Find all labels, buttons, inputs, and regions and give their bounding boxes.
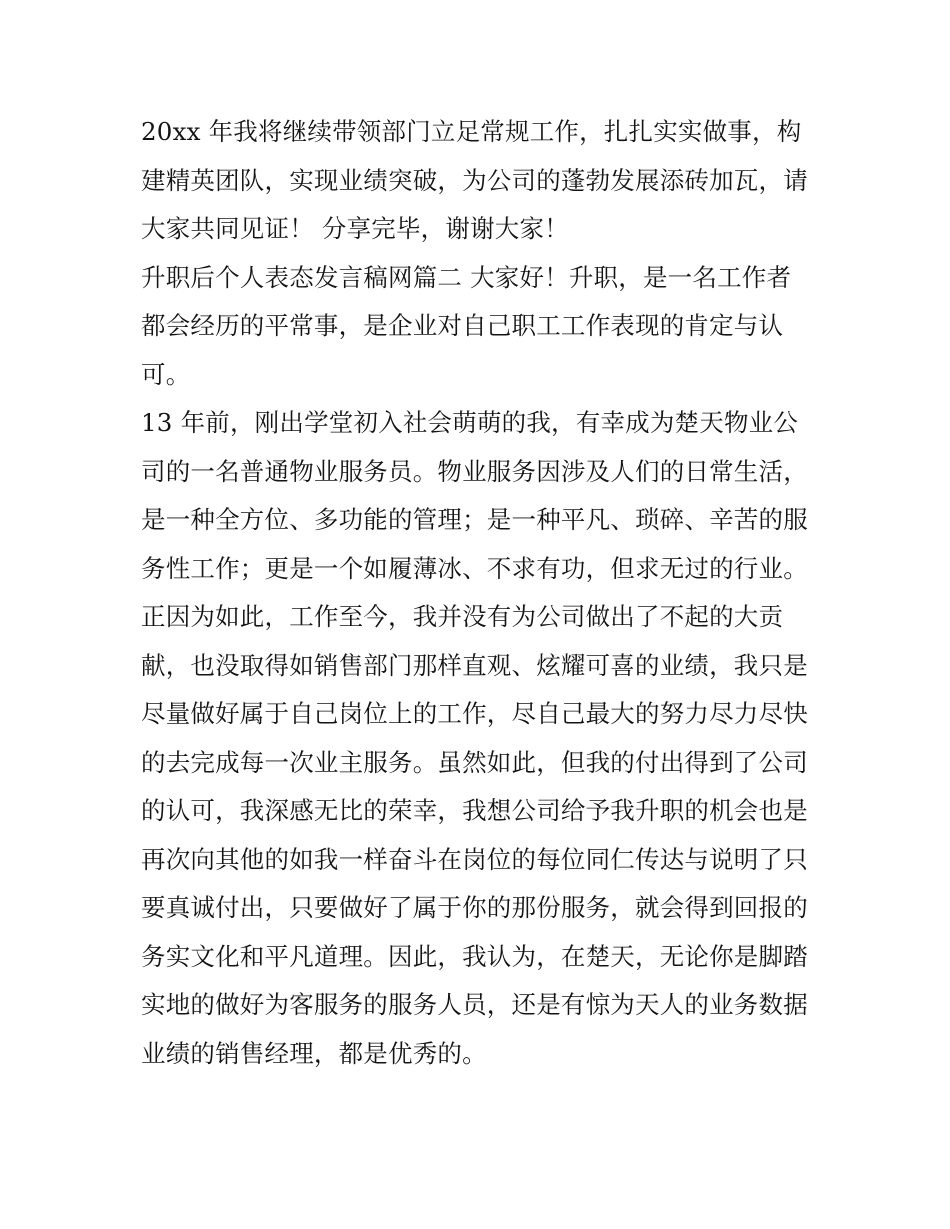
text-line: 20xx 年我将继续带领部门立足常规工作，扎扎实实做事，构: [141, 117, 802, 146]
text-line: 13 年前，刚出学堂初入社会萌萌的我，有幸成为楚天物业公: [141, 408, 799, 437]
text-line: 建精英团队，实现业绩突破，为公司的蓬勃发展添砖加瓦，请: [141, 165, 808, 195]
text-line: 实地的做好为客服务的服务人员，还是有惊为天人的业务数据: [141, 990, 808, 1019]
text-line: 司的一名普通物业服务员。物业服务因涉及人们的日常生活，: [141, 456, 808, 486]
text-line: 可。: [141, 359, 191, 389]
text-line: 是一种全方位、多功能的管理；是一种平凡、琐碎、辛苦的服: [141, 505, 808, 534]
text-line: 的去完成每一次业主服务。虽然如此，但我的付出得到了公司: [141, 747, 808, 777]
text-line: 务实文化和平凡道理。因此，我认为，在楚天，无论你是脚踏: [141, 941, 808, 971]
text-line: 正因为如此，工作至今，我并没有为公司做出了不起的大贡: [141, 602, 784, 631]
text-line: 大家共同见证！ 分享完毕，谢谢大家！: [141, 214, 569, 243]
text-line: 业绩的销售经理，都是优秀的。: [141, 1038, 487, 1068]
text-line: 务性工作；更是一个如履薄冰、不求有功，但求无过的行业。: [141, 553, 808, 583]
body-text: [141, 108, 821, 1078]
text-line: 要真诚付出，只要做好了属于你的那份服务，就会得到回报的: [141, 893, 808, 922]
text-line: 的认可，我深感无比的荣幸，我想公司给予我升职的机会也是: [141, 796, 808, 825]
text-line: 尽量做好属于自己岗位上的工作，尽自己最大的努力尽力尽快: [141, 699, 808, 728]
text-line: 再次向其他的如我一样奋斗在岗位的每位同仁传达与说明了只: [141, 844, 808, 874]
text-line: 献，也没取得如销售部门那样直观、炫耀可喜的业绩，我只是: [141, 650, 808, 680]
text-line: 升职后个人表态发言稿网篇二 大家好！升职，是一名工作者: [141, 262, 792, 292]
text-line: 都会经历的平常事，是企业对自己职工工作表现的肯定与认: [141, 311, 784, 340]
